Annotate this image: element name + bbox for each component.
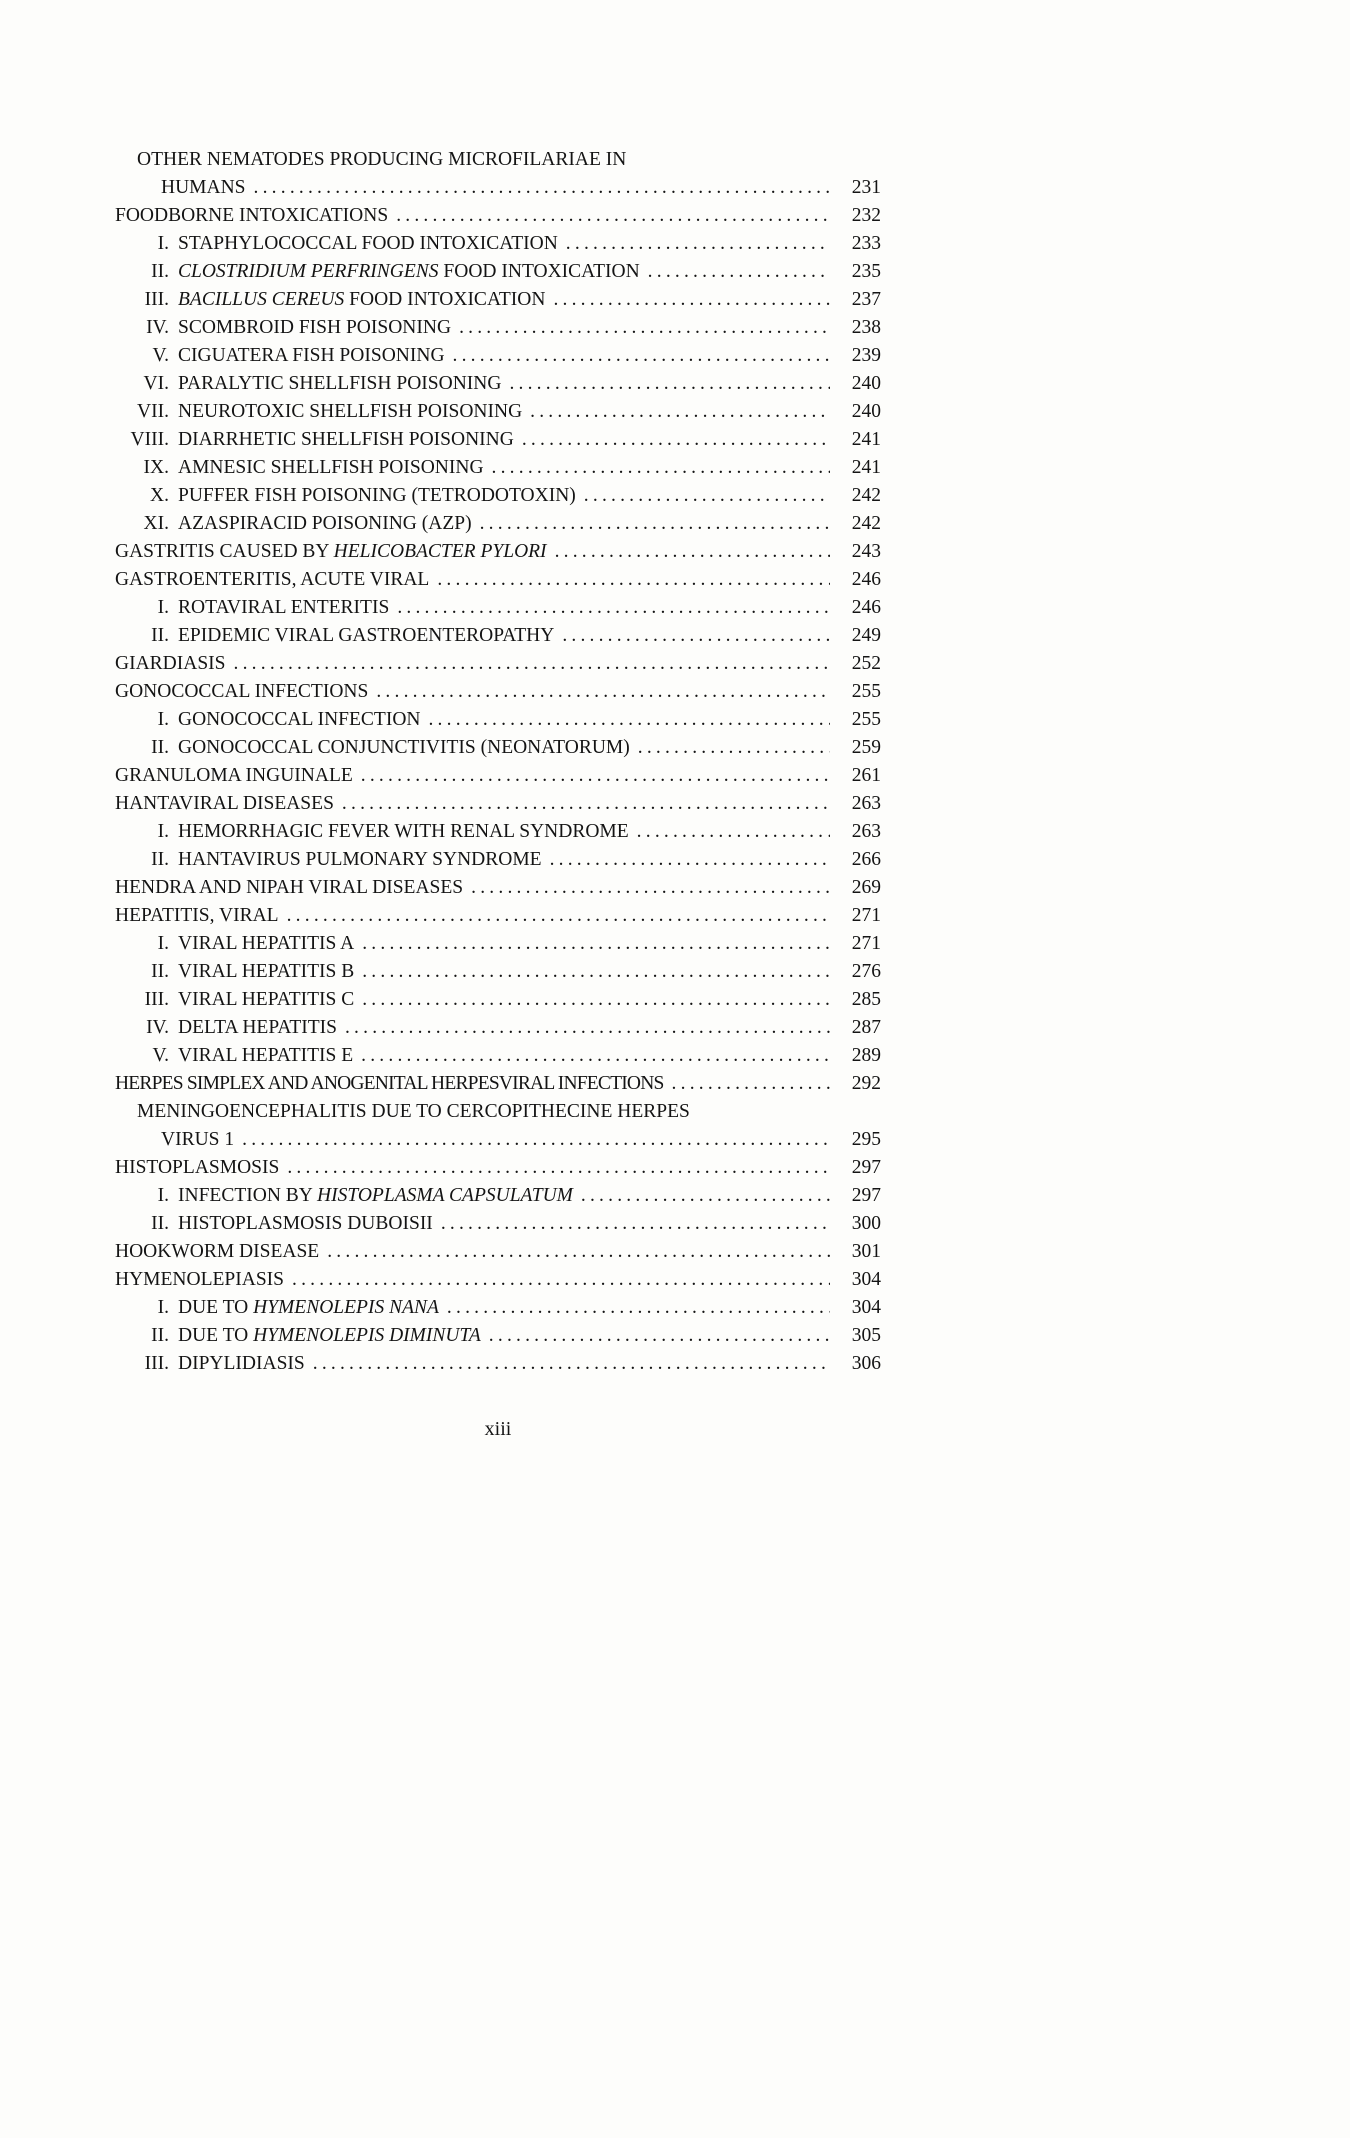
toc-entry-page: 276	[851, 961, 881, 982]
toc-entry-title	[115, 1154, 279, 1182]
toc-entry	[115, 818, 881, 846]
toc-title-segment: AZASPIRACID POISONING (AZP)	[178, 513, 472, 534]
toc-entry	[115, 202, 881, 230]
dot-leader	[648, 258, 830, 286]
toc-entry-numeral: II.	[151, 849, 169, 870]
toc-entry-numeral: II.	[151, 961, 169, 982]
dot-leader	[492, 454, 830, 482]
toc-entry-row	[115, 874, 881, 902]
toc-entry-numeral: I.	[157, 709, 169, 730]
dot-leader	[362, 930, 830, 958]
toc-entry	[115, 454, 881, 482]
toc-entry-numeral: VI.	[143, 373, 169, 394]
toc-entry-numeral: II.	[151, 1325, 169, 1346]
toc-title-segment: SCOMBROID FISH POISONING	[178, 317, 452, 338]
page-number-folio: xiii	[484, 1418, 512, 1440]
dot-leader	[327, 1238, 830, 1266]
toc-entry	[115, 706, 881, 734]
dot-leader	[345, 1014, 830, 1042]
toc-entry	[115, 314, 881, 342]
dot-leader	[489, 1322, 830, 1350]
toc-title-segment: DELTA HEPATITIS	[178, 1017, 337, 1038]
toc-entry	[115, 258, 881, 286]
toc-entry-page: 242	[851, 485, 881, 506]
toc-entry	[115, 650, 881, 678]
toc-entry-row	[115, 594, 881, 622]
toc-title-segment: HENDRA AND NIPAH VIRAL DISEASES	[115, 877, 464, 898]
toc-entry-page: 255	[851, 681, 881, 702]
toc-entry-row	[115, 1042, 881, 1070]
toc-entry-title	[115, 678, 368, 706]
toc-entry-title	[115, 874, 463, 902]
dot-leader	[530, 398, 830, 426]
toc-title-segment: STAPHYLOCOCCAL FOOD INTOXICATION	[178, 233, 558, 254]
toc-entry-row	[115, 1322, 881, 1350]
toc-entry	[115, 986, 881, 1014]
dot-leader	[672, 1070, 830, 1098]
toc-entry-row	[115, 762, 881, 790]
toc-entry-numeral: I.	[157, 233, 169, 254]
dot-leader	[292, 1266, 830, 1294]
toc-title-segment: DIPYLIDIASIS	[178, 1353, 305, 1374]
toc-entry-title	[178, 314, 451, 342]
toc-entry-numeral: II.	[151, 1213, 169, 1234]
toc-title-segment: VIRAL HEPATITIS B	[178, 961, 355, 982]
toc-entry	[115, 622, 881, 650]
toc-entry	[115, 930, 881, 958]
toc-title-italic-segment: HISTOPLASMA CAPSULATUM	[317, 1185, 573, 1206]
toc-entry-page: 292	[851, 1073, 881, 1094]
toc-title-segment: PUFFER FISH POISONING (TETRODOTOXIN)	[178, 485, 576, 506]
dot-leader	[555, 538, 830, 566]
toc-title-segment: VIRUS 1	[161, 1129, 235, 1150]
toc-entry	[115, 1350, 881, 1378]
dot-leader	[234, 650, 830, 678]
dot-leader	[376, 678, 830, 706]
dot-leader	[553, 286, 830, 314]
dot-leader	[566, 230, 830, 258]
toc-entry	[115, 594, 881, 622]
toc-entry	[115, 762, 881, 790]
toc-entry	[115, 846, 881, 874]
toc-entry-row	[115, 958, 881, 986]
toc-entry	[115, 1014, 881, 1042]
toc-entry-row	[115, 790, 881, 818]
toc-entry-page: 297	[851, 1185, 881, 1206]
toc-entry-row	[115, 734, 881, 762]
toc-entry-page: 263	[851, 793, 881, 814]
toc-title-segment: VIRAL HEPATITIS A	[178, 933, 355, 954]
dot-leader	[313, 1350, 830, 1378]
toc-entry-title	[178, 510, 472, 538]
toc-entry-title	[178, 454, 484, 482]
dot-leader	[584, 482, 830, 510]
toc-entry-title	[115, 790, 334, 818]
toc-entry-row	[115, 426, 881, 454]
dot-leader	[562, 622, 830, 650]
toc-entry	[115, 1238, 881, 1266]
toc-entry-title	[178, 594, 389, 622]
dot-leader	[362, 958, 830, 986]
toc-entry-page: 231	[851, 177, 881, 198]
toc-entry-title	[178, 1350, 305, 1378]
toc-entry-title	[178, 706, 420, 734]
toc-entry-title	[115, 1070, 664, 1098]
toc-entry-page: 285	[851, 989, 881, 1010]
toc-entry-title	[161, 1126, 234, 1154]
toc-entry-page: 240	[851, 401, 881, 422]
dot-leader	[522, 426, 830, 454]
toc-entry-row	[115, 566, 881, 594]
dot-leader	[581, 1182, 830, 1210]
toc-title-segment: VIRAL HEPATITIS E	[178, 1045, 354, 1066]
toc-entry	[115, 1182, 881, 1210]
toc-entry-numeral: V.	[152, 345, 169, 366]
toc-entry	[115, 370, 881, 398]
toc-entry-numeral: VIII.	[130, 429, 169, 450]
toc-entry-page: 237	[851, 289, 881, 310]
toc-entry-row	[115, 342, 881, 370]
toc-title-segment: INFECTION BY	[178, 1185, 318, 1206]
toc-entry-title	[178, 482, 576, 510]
toc-title-italic-segment: HELICOBACTER PYLORI	[333, 541, 547, 562]
toc-entry-title	[178, 818, 629, 846]
toc-entry	[115, 1070, 881, 1098]
toc-title-segment: FOODBORNE INTOXICATIONS	[115, 205, 389, 226]
toc-entry-numeral: II.	[151, 625, 169, 646]
toc-title-segment: GASTROENTERITIS, ACUTE VIRAL	[115, 569, 430, 590]
toc-title-segment: HOOKWORM DISEASE	[115, 1241, 320, 1262]
toc-entry	[115, 426, 881, 454]
toc-entry-numeral: VII.	[137, 401, 169, 422]
dot-leader	[287, 1154, 830, 1182]
toc-entry-row	[115, 286, 881, 314]
toc-title-segment: FOOD INTOXICATION	[344, 289, 546, 310]
toc-entry-page: 246	[851, 597, 881, 618]
toc-entry-row	[115, 902, 881, 930]
toc-entry-page: 297	[851, 1157, 881, 1178]
toc-title-segment: HANTAVIRUS PULMONARY SYNDROME	[178, 849, 542, 870]
toc-entry-page: 266	[851, 849, 881, 870]
dot-leader	[437, 566, 830, 594]
toc-entry-title	[178, 398, 522, 426]
toc-entry	[115, 1322, 881, 1350]
toc-entry-title	[115, 538, 547, 566]
toc-entry-page: 240	[851, 373, 881, 394]
dot-leader	[638, 734, 830, 762]
toc-entry-row	[115, 818, 881, 846]
toc-entry-page: 304	[851, 1269, 881, 1290]
toc-title-segment: HERPES SIMPLEX AND ANOGENITAL HERPESVIRAL INFECTIONS	[115, 1073, 664, 1094]
dot-leader	[453, 342, 830, 370]
dot-leader	[362, 986, 830, 1014]
toc-entry-page: 271	[851, 905, 881, 926]
toc-entry	[115, 1042, 881, 1070]
toc-entry-numeral: I.	[157, 1185, 169, 1206]
toc-entry-numeral: II.	[151, 737, 169, 758]
toc-entry-page: 242	[851, 513, 881, 534]
toc-title-segment: GASTRITIS CAUSED BY	[115, 541, 334, 562]
toc-entry-title	[178, 342, 445, 370]
toc-entry	[115, 286, 881, 314]
toc-entry-page: 305	[851, 1325, 881, 1346]
toc-entry-page: 295	[851, 1129, 881, 1150]
toc-entry-row	[115, 202, 881, 230]
dot-leader	[397, 594, 830, 622]
toc-entry-page: 246	[851, 569, 881, 590]
toc-entry-page: 252	[851, 653, 881, 674]
toc-title-segment: DIARRHETIC SHELLFISH POISONING	[178, 429, 514, 450]
toc-title-segment: GONOCOCCAL CONJUNCTIVITIS (NEONATORUM)	[178, 737, 630, 758]
toc-entry-title	[178, 622, 554, 650]
dot-leader	[242, 1126, 830, 1154]
dot-leader	[637, 818, 830, 846]
toc-entry-page: 287	[851, 1017, 881, 1038]
toc-entry-title	[178, 1322, 481, 1350]
dot-leader	[447, 1294, 830, 1322]
toc-entry-page: 301	[851, 1241, 881, 1262]
toc-entry-title-line: OTHER NEMATODES PRODUCING MICROFILARIAE IN	[137, 149, 627, 170]
toc-entry	[115, 398, 881, 426]
toc-entry	[115, 1098, 881, 1154]
dot-leader	[254, 174, 830, 202]
toc-entry-title	[178, 286, 545, 314]
toc-title-segment: ROTAVIRAL ENTERITIS	[178, 597, 390, 618]
toc-entry-title	[178, 258, 640, 286]
toc-entry-row	[115, 370, 881, 398]
toc-entry-row	[115, 678, 881, 706]
toc-entry-page: 269	[851, 877, 881, 898]
toc-entry-page: 239	[851, 345, 881, 366]
toc-entry-row	[115, 1350, 881, 1378]
toc-entry-row	[115, 1210, 881, 1238]
toc-title-segment: VIRAL HEPATITIS C	[178, 989, 355, 1010]
toc-entry-numeral: I.	[157, 1297, 169, 1318]
toc-entry-row	[115, 314, 881, 342]
toc-entry	[115, 678, 881, 706]
toc-entry-row	[115, 510, 881, 538]
dot-leader	[480, 510, 830, 538]
toc-entry-page: 261	[851, 765, 881, 786]
toc-entry	[115, 874, 881, 902]
toc-title-segment: HISTOPLASMOSIS	[115, 1157, 280, 1178]
toc-entry-row	[115, 986, 881, 1014]
toc-title-segment: CIGUATERA FISH POISONING	[178, 345, 445, 366]
toc-title-segment: AMNESIC SHELLFISH POISONING	[178, 457, 484, 478]
toc-entry-row	[115, 1014, 881, 1042]
dot-leader	[361, 1042, 830, 1070]
toc-entry-row	[115, 1294, 881, 1322]
toc-entry-title	[178, 986, 354, 1014]
toc-entry-row	[115, 230, 881, 258]
toc-entry-row	[115, 1070, 881, 1098]
toc-title-segment: HYMENOLEPIASIS	[115, 1269, 285, 1290]
toc-entry	[115, 538, 881, 566]
toc-entry-numeral: I.	[157, 821, 169, 842]
toc-title-italic-segment: CLOSTRIDIUM PERFRINGENS	[178, 261, 439, 282]
toc-title-segment: HISTOPLASMOSIS DUBOISII	[178, 1213, 433, 1234]
toc-entry-title	[178, 370, 501, 398]
toc-entry-page: 238	[851, 317, 881, 338]
toc-entry	[115, 790, 881, 818]
toc-entry-page: 259	[851, 737, 881, 758]
toc-title-segment: HANTAVIRAL DISEASES	[115, 793, 334, 814]
toc-entry-row	[115, 258, 881, 286]
toc-entry-page: 243	[851, 541, 881, 562]
dot-leader	[396, 202, 830, 230]
toc-title-segment: GRANULOMA INGUINALE	[115, 765, 353, 786]
toc-entry-numeral: III.	[144, 289, 169, 310]
toc-entry-title	[178, 930, 354, 958]
toc-title-segment: GONOCOCCAL INFECTION	[178, 709, 421, 730]
toc-entry-row	[115, 1266, 881, 1294]
toc-entry-title	[178, 846, 542, 874]
toc-entry-title	[115, 1266, 284, 1294]
toc-entry-title	[178, 1294, 439, 1322]
toc-entry	[115, 146, 881, 202]
dot-leader	[550, 846, 830, 874]
dot-leader	[471, 874, 830, 902]
toc-title-italic-segment: BACILLUS CEREUS	[178, 289, 345, 310]
toc-entry-row	[115, 398, 881, 426]
toc-entry-title	[115, 566, 429, 594]
toc-entry-row	[115, 622, 881, 650]
toc-entry-row	[115, 1238, 881, 1266]
toc-entry-page: 255	[851, 709, 881, 730]
toc-entry-title	[115, 202, 388, 230]
toc-entry-numeral: III.	[144, 989, 169, 1010]
toc-entry-page: 271	[851, 933, 881, 954]
toc-entry-numeral: I.	[157, 597, 169, 618]
toc-entry-numeral: I.	[157, 933, 169, 954]
toc-entry-numeral: III.	[144, 1353, 169, 1374]
dot-leader	[287, 902, 830, 930]
toc-entry-page: 241	[851, 457, 881, 478]
toc-entry-title	[178, 1042, 353, 1070]
dot-leader	[459, 314, 830, 342]
toc-entry-row	[115, 482, 881, 510]
toc-entry-title	[115, 650, 226, 678]
toc-entry-page: 304	[851, 1297, 881, 1318]
toc-entry-row	[115, 650, 881, 678]
toc-entry	[115, 734, 881, 762]
toc-entry-title-line: MENINGOENCEPHALITIS DUE TO CERCOPITHECINE HERPES	[137, 1101, 690, 1122]
toc-entry	[115, 566, 881, 594]
toc-entry-numeral: II.	[151, 261, 169, 282]
toc-title-segment: NEUROTOXIC SHELLFISH POISONING	[178, 401, 523, 422]
toc-entry-page: 289	[851, 1045, 881, 1066]
toc-entry-numeral: V.	[152, 1045, 169, 1066]
toc-entry-title	[115, 902, 279, 930]
toc-entry-row	[115, 1126, 881, 1154]
toc-entry	[115, 1210, 881, 1238]
toc-entry-title	[178, 1014, 337, 1042]
toc-title-segment: FOOD INTOXICATION	[438, 261, 640, 282]
dot-leader	[342, 790, 830, 818]
toc-entry-numeral: IX.	[143, 457, 169, 478]
toc-entry	[115, 1294, 881, 1322]
toc-entry-row	[115, 1182, 881, 1210]
toc-entry-page: 232	[851, 205, 881, 226]
toc-entry	[115, 342, 881, 370]
toc-entry-row	[115, 706, 881, 734]
dot-leader	[441, 1210, 830, 1238]
toc-entry	[115, 1154, 881, 1182]
toc-entry-title	[115, 762, 353, 790]
toc-list	[115, 146, 881, 1378]
toc-entry-row	[115, 538, 881, 566]
toc-entry-page: 235	[851, 261, 881, 282]
toc-title-segment: HEMORRHAGIC FEVER WITH RENAL SYNDROME	[178, 821, 629, 842]
toc-entry-row	[115, 930, 881, 958]
toc-title-segment: HEPATITIS, VIRAL	[115, 905, 279, 926]
dot-leader	[428, 706, 830, 734]
toc-entry-page: 300	[851, 1213, 881, 1234]
toc-entry-title	[178, 1182, 573, 1210]
toc-entry-numeral: IV.	[146, 1017, 169, 1038]
toc-title-italic-segment: HYMENOLEPIS DIMINUTA	[253, 1325, 481, 1346]
toc-entry-row	[115, 174, 881, 202]
toc-entry-page: 263	[851, 821, 881, 842]
toc-entry-title	[178, 230, 558, 258]
toc-title-segment: GIARDIASIS	[115, 653, 226, 674]
toc-entry-numeral: IV.	[146, 317, 169, 338]
toc-entry-title	[115, 1238, 319, 1266]
toc-entry-row	[115, 846, 881, 874]
toc-title-segment: DUE TO	[178, 1297, 254, 1318]
toc-entry-title	[178, 958, 354, 986]
dot-leader	[361, 762, 830, 790]
toc-entry	[115, 482, 881, 510]
toc-entry-numeral: XI.	[143, 513, 169, 534]
toc-title-segment: EPIDEMIC VIRAL GASTROENTEROPATHY	[178, 625, 555, 646]
toc-title-segment: PARALYTIC SHELLFISH POISONING	[178, 373, 502, 394]
toc-entry-title	[161, 174, 246, 202]
toc-entry-title	[178, 734, 630, 762]
dot-leader	[509, 370, 830, 398]
toc-entry-title	[178, 426, 514, 454]
toc-entry	[115, 230, 881, 258]
toc-entry-row	[115, 1154, 881, 1182]
toc-entry	[115, 902, 881, 930]
toc-entry-page: 233	[851, 233, 881, 254]
toc-title-segment: HUMANS	[161, 177, 246, 198]
toc-entry-title	[178, 1210, 433, 1238]
toc-title-segment: GONOCOCCAL INFECTIONS	[115, 681, 369, 702]
toc-title-italic-segment: HYMENOLEPIS NANA	[253, 1297, 439, 1318]
toc-entry-page: 306	[851, 1353, 881, 1374]
toc-entry-numeral: X.	[150, 485, 169, 506]
toc-entry	[115, 1266, 881, 1294]
toc-entry-row	[115, 454, 881, 482]
toc-entry-page: 241	[851, 429, 881, 450]
toc-title-segment: DUE TO	[178, 1325, 254, 1346]
toc-entry	[115, 958, 881, 986]
toc-entry-page: 249	[851, 625, 881, 646]
toc-entry	[115, 510, 881, 538]
